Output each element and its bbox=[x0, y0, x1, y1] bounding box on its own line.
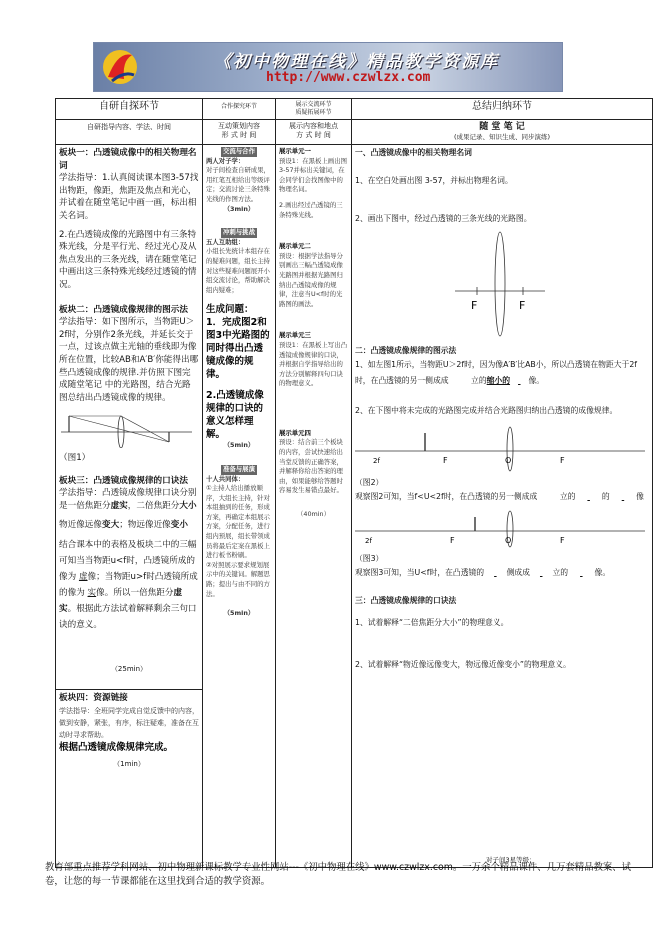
lens-focus-right: F bbox=[519, 299, 526, 312]
content-row bbox=[56, 145, 653, 868]
col4-content bbox=[352, 145, 653, 868]
figure3-diagram bbox=[355, 509, 645, 549]
col3-u1-text: 预设1：在黑板上画出图3-57并标出关键词，在会同学们会找图像中的物理名词。 bbox=[279, 156, 347, 194]
notes-s2-q1d: 像。 bbox=[528, 376, 545, 385]
col2-content bbox=[203, 145, 276, 868]
block4-text: 学法指导：全班同学完成自觉反馈中的内容，做到安静，紧张，有序，标注疑难，准备在互动时寻求帮助。 bbox=[59, 706, 199, 739]
lesson-table bbox=[55, 98, 653, 868]
block3-text3b: 像；当物距u>f时凸透镜所成的像为 bbox=[59, 572, 198, 599]
fig3-label-o: O bbox=[505, 536, 512, 545]
col1-content bbox=[56, 145, 203, 868]
block3-blank1: 虚 bbox=[78, 572, 88, 583]
block3-text3 bbox=[59, 537, 199, 633]
notes-blank3[interactable] bbox=[540, 492, 560, 501]
col2-tag1: 交流与合作 bbox=[223, 147, 255, 155]
notes-s2-q3a: 观察图2可知，当f<U<2f时，在凸透镜的另一侧成成 bbox=[355, 492, 538, 501]
col2-subheader: 互动策划内容 形 式 时 间 bbox=[203, 120, 276, 145]
block4-bold: 根据凸透镜成像规律完成。 bbox=[59, 741, 174, 753]
col2-header: 合作探究环节 bbox=[203, 99, 276, 120]
col2-s1-text: 对子间检查自研成果，用红笔互相给出等级评定；交流讨论三条特殊光线的作图方法。 bbox=[206, 166, 270, 203]
col3-content bbox=[276, 145, 352, 868]
notes-s3-q1: 1、试着解释“二倍焦距分大小”的物理意义。 bbox=[355, 618, 509, 627]
col2-s3-title: 十人共同体： bbox=[206, 474, 245, 483]
figure1-caption: （图1） bbox=[59, 453, 91, 464]
block3-text2a: 物近像远像 bbox=[59, 519, 102, 530]
site-logo-icon bbox=[102, 47, 138, 87]
block3-text3c: 像。所以一倍焦距分 bbox=[96, 588, 174, 599]
notes-s2-q4b: 侧成成 bbox=[506, 568, 530, 577]
notes-s1-q2: 2、画出下图中，经过凸透镜的三条光线的光路图。 bbox=[355, 214, 532, 223]
notes-blank6[interactable] bbox=[484, 568, 506, 577]
block3-title: 板块三：凸透镜成像规律的口诀法 bbox=[59, 475, 188, 486]
header-banner bbox=[93, 42, 563, 92]
notes-title: 随 堂 笔 记 bbox=[479, 122, 525, 132]
col3-u3-title: 展示单元三 bbox=[279, 331, 311, 340]
notes-blank5[interactable] bbox=[610, 492, 636, 501]
fig2-label-o: O bbox=[505, 456, 512, 465]
notes-s3-title: 三：凸透镜成像规律的口诀法 bbox=[355, 596, 457, 605]
col1-subheader: 自研指导内容、学法、时间 bbox=[56, 120, 203, 145]
notes-s2-q4 bbox=[355, 565, 649, 581]
col2-s3-text2: ②对照展示要求规划展示中的关键词。解题思路；提出与由不同的方法。 bbox=[206, 560, 270, 598]
col3-u3-text: 预设1：在黑板上写出凸透镜成像规律的口诀，并根据自学指导给出的方法分别解释四句口诀的物理意义。 bbox=[279, 340, 347, 388]
figure1-diagram bbox=[59, 408, 194, 448]
footer-text: 教育部重点推荐学科网站、初中物理新课标教学专业性网站---《初中物理在线》www.czwlzx.com。一万余个精品课件、几万套精品教案、试卷，让您的每一节课都能在这里找到合适的教学资源。 bbox=[45, 862, 631, 887]
col2-tag2: 冲刺与挑战 bbox=[223, 228, 255, 237]
notes-s2-q4c: 立的 bbox=[552, 568, 569, 577]
col2-s2-bold1: 生成问题： bbox=[206, 304, 254, 316]
notes-s3-q2: 2、试着解释“物近像远像变大，物远像近像变小”的物理意义。 bbox=[355, 660, 571, 669]
block3-text3d: 虚实 bbox=[59, 588, 183, 615]
block1-text2: 2.在凸透镜成像的光路图中有三条特殊光线，分是平行光、经过光心及从焦点发出的三条光线，请在随堂笔记中画出这三条特殊光线经过透镜的情况。 bbox=[59, 229, 197, 290]
col3-u4-text: 预设：结合前三个板块的内容，尝试快速给出当堂反馈的正确答案，并解释你给出答案的理由，如果能够给答题时容易发生易错点最好。 bbox=[279, 438, 343, 495]
notes-s2-q4a: 观察图3可知，当U<f时，在凸透镜的 bbox=[355, 568, 485, 577]
block3-text2d: 变小 bbox=[170, 519, 188, 530]
col1-header: 自研自探环节 bbox=[56, 99, 203, 120]
col2-tag3: 准备与展演 bbox=[223, 464, 255, 473]
notes-s2-q1a: 1、如左图1所示，当物距U＞2f时，因为像A′B′比AB小，所以凸透镜在物距大于2f时，在凸透镜的另一侧成成 bbox=[355, 360, 638, 385]
col2-s2-bold3: 2.凸透镜成像规律的口诀的意义怎样理解。 bbox=[206, 390, 264, 441]
col2-s2-bold2: 1．完成图2和图3中光路图的同时得出凸透镜成像的规律。 bbox=[206, 317, 270, 381]
col3-u2-title: 展示单元二 bbox=[279, 242, 311, 251]
pair-rating-note: 对子间3星等级： bbox=[486, 856, 536, 864]
fig2-label-f2: F bbox=[560, 456, 565, 465]
notes-blank2[interactable] bbox=[510, 376, 528, 385]
block3-text1b: 虚实 bbox=[110, 501, 128, 512]
block3-blank2: 实 bbox=[87, 588, 97, 599]
block3-text2 bbox=[59, 519, 199, 532]
notes-blank8[interactable] bbox=[568, 568, 594, 577]
col3-u2-text: 预设：根据学法指导分别画出三幅凸透镜成像光路图并根据光路图归纳出凸透镜成像的规律，注意当U<f时的光路图的画法。 bbox=[279, 251, 343, 308]
fig2-label-2f: 2f bbox=[373, 457, 380, 465]
fig2-label-f: F bbox=[443, 456, 448, 465]
notes-subtitle: (成果记录、知识生成、同步演练) bbox=[453, 133, 551, 141]
notes-blank7[interactable] bbox=[530, 568, 552, 577]
notes-s1-q1: 1、在空白处画出图 3-57，并标出物理名词。 bbox=[355, 176, 513, 185]
lens-focus-left: F bbox=[471, 299, 478, 312]
notes-s2-q3d: 像 bbox=[636, 492, 644, 501]
col2-s1-time: （3min） bbox=[223, 204, 255, 213]
block4-title: 板块四：资源链接 bbox=[59, 693, 128, 703]
col3-header: 展示交流环节 质疑拓展环节 bbox=[276, 99, 352, 120]
col2-s1-title: 两人对子学： bbox=[206, 156, 245, 165]
notes-s2-title: 二：凸透镜成像规律的图示法 bbox=[355, 346, 457, 355]
col2-s2-text: 小组长先统计本组存在的疑难问题，组长主持对这些疑难问题展开小组交流讨论，帮助解决组内疑难； bbox=[206, 247, 270, 294]
notes-s1-title: 一、凸透镜成像中的相关物理名词 bbox=[355, 148, 472, 157]
notes-s2-q3c: 的 bbox=[601, 492, 610, 501]
notes-s2-q2: 2、在下图中将未完成的光路图完成并结合光路图归纳出凸透镜的成像规律。 bbox=[355, 406, 618, 415]
block1-title: 板块一：凸透镜成像中的相关物理名词 bbox=[59, 148, 197, 171]
notes-s2-q1b: 立的 bbox=[471, 376, 487, 385]
col2-s2-time: （5min） bbox=[223, 441, 255, 450]
block3-time: （25min） bbox=[110, 665, 148, 674]
block3-text1a: 学法指导：凸透镜成像规律口诀分别是一倍焦距分 bbox=[59, 488, 197, 512]
block3-text1d: 大小 bbox=[179, 501, 197, 512]
notes-s2-q3 bbox=[355, 489, 649, 505]
block1-text1: 学法指导：1.认真阅读课本图3-57找出物距，像距，焦距及焦点和光心，并试着在随堂笔记中画一画，标出相关名词。 bbox=[59, 173, 199, 221]
banner-url[interactable]: http://www.czwlzx.com bbox=[266, 70, 431, 85]
block3-text3e: 。根据此方法试着解释剩余三句口诀的意义。 bbox=[59, 604, 197, 631]
block2-title: 板块二：凸透镜成像规律的图示法 bbox=[59, 304, 188, 315]
col3-u1-text2: 2.画出经过凸透镜的三条特殊光线。 bbox=[279, 200, 343, 219]
col2-s3-time: （5min） bbox=[223, 609, 255, 618]
block3-text3a: 结合课本中的表格及板块二中的三幅可知当当物距u<f时，凸透镜所成的像为 bbox=[59, 540, 197, 583]
col4-header: 总结归纳环节 bbox=[352, 99, 653, 120]
col2-s3-text: ①主持人给出播放顺序，大组长主持，针对本组抽到的任务，形成方案，再确定本组展示方案，分配任务，进行组内预展，组长带领成员将最后定案在黑板上进行板书粉刷。 bbox=[206, 484, 270, 560]
col2-s2-title: 五人互助组： bbox=[206, 237, 245, 246]
block3-text2b: 变大 bbox=[101, 519, 120, 530]
figure2-diagram bbox=[355, 423, 645, 473]
fig3-label-f2: F bbox=[560, 536, 565, 545]
banner-title: 《初中物理在线》精品教学资源库 bbox=[214, 52, 499, 72]
col3-u4-time: （40min） bbox=[297, 510, 330, 519]
block3-text1c: ，二倍焦距分 bbox=[127, 501, 180, 512]
col4-subheader bbox=[352, 120, 653, 145]
figure3-caption: （图3） bbox=[355, 554, 384, 563]
fig3-label-f: F bbox=[450, 536, 455, 545]
col3-u1-title: 展示单元一 bbox=[279, 147, 311, 155]
col3-subheader: 展示内容和地点 方 式 时 间 bbox=[276, 120, 352, 145]
notes-blank1[interactable] bbox=[451, 376, 471, 385]
subheader-row bbox=[56, 120, 653, 145]
notes-s2-q1 bbox=[355, 357, 649, 389]
block2-text: 学法指导：如下图所示，当物距U＞2f时，分别作2条光线，并延长交于一点，过该点做主光轴的垂线即为像所在位置，比较AB和A′B′你能得出哪些凸透镜成像的规律.并仿照下图完成随堂笔记 中的光路图，结合光路图总结出凸透镜成像的规律。 bbox=[59, 317, 199, 403]
notes-s2-q4d: 像。 bbox=[594, 568, 611, 577]
block4-time: （1min） bbox=[113, 759, 145, 768]
header-row bbox=[56, 99, 653, 120]
block3-text1 bbox=[59, 487, 199, 512]
lens-diagram bbox=[455, 229, 545, 339]
notes-blank4[interactable] bbox=[575, 492, 601, 501]
col3-u4-title: 展示单元四 bbox=[279, 428, 311, 437]
notes-s2-q1c: 缩小的 bbox=[486, 376, 511, 385]
notes-s2-q3b: 立的 bbox=[559, 492, 576, 501]
fig3-label-2f: 2f bbox=[365, 537, 372, 545]
figure2-caption: （图2） bbox=[355, 478, 384, 487]
block3-text2c: ；物远像近像 bbox=[119, 519, 171, 530]
